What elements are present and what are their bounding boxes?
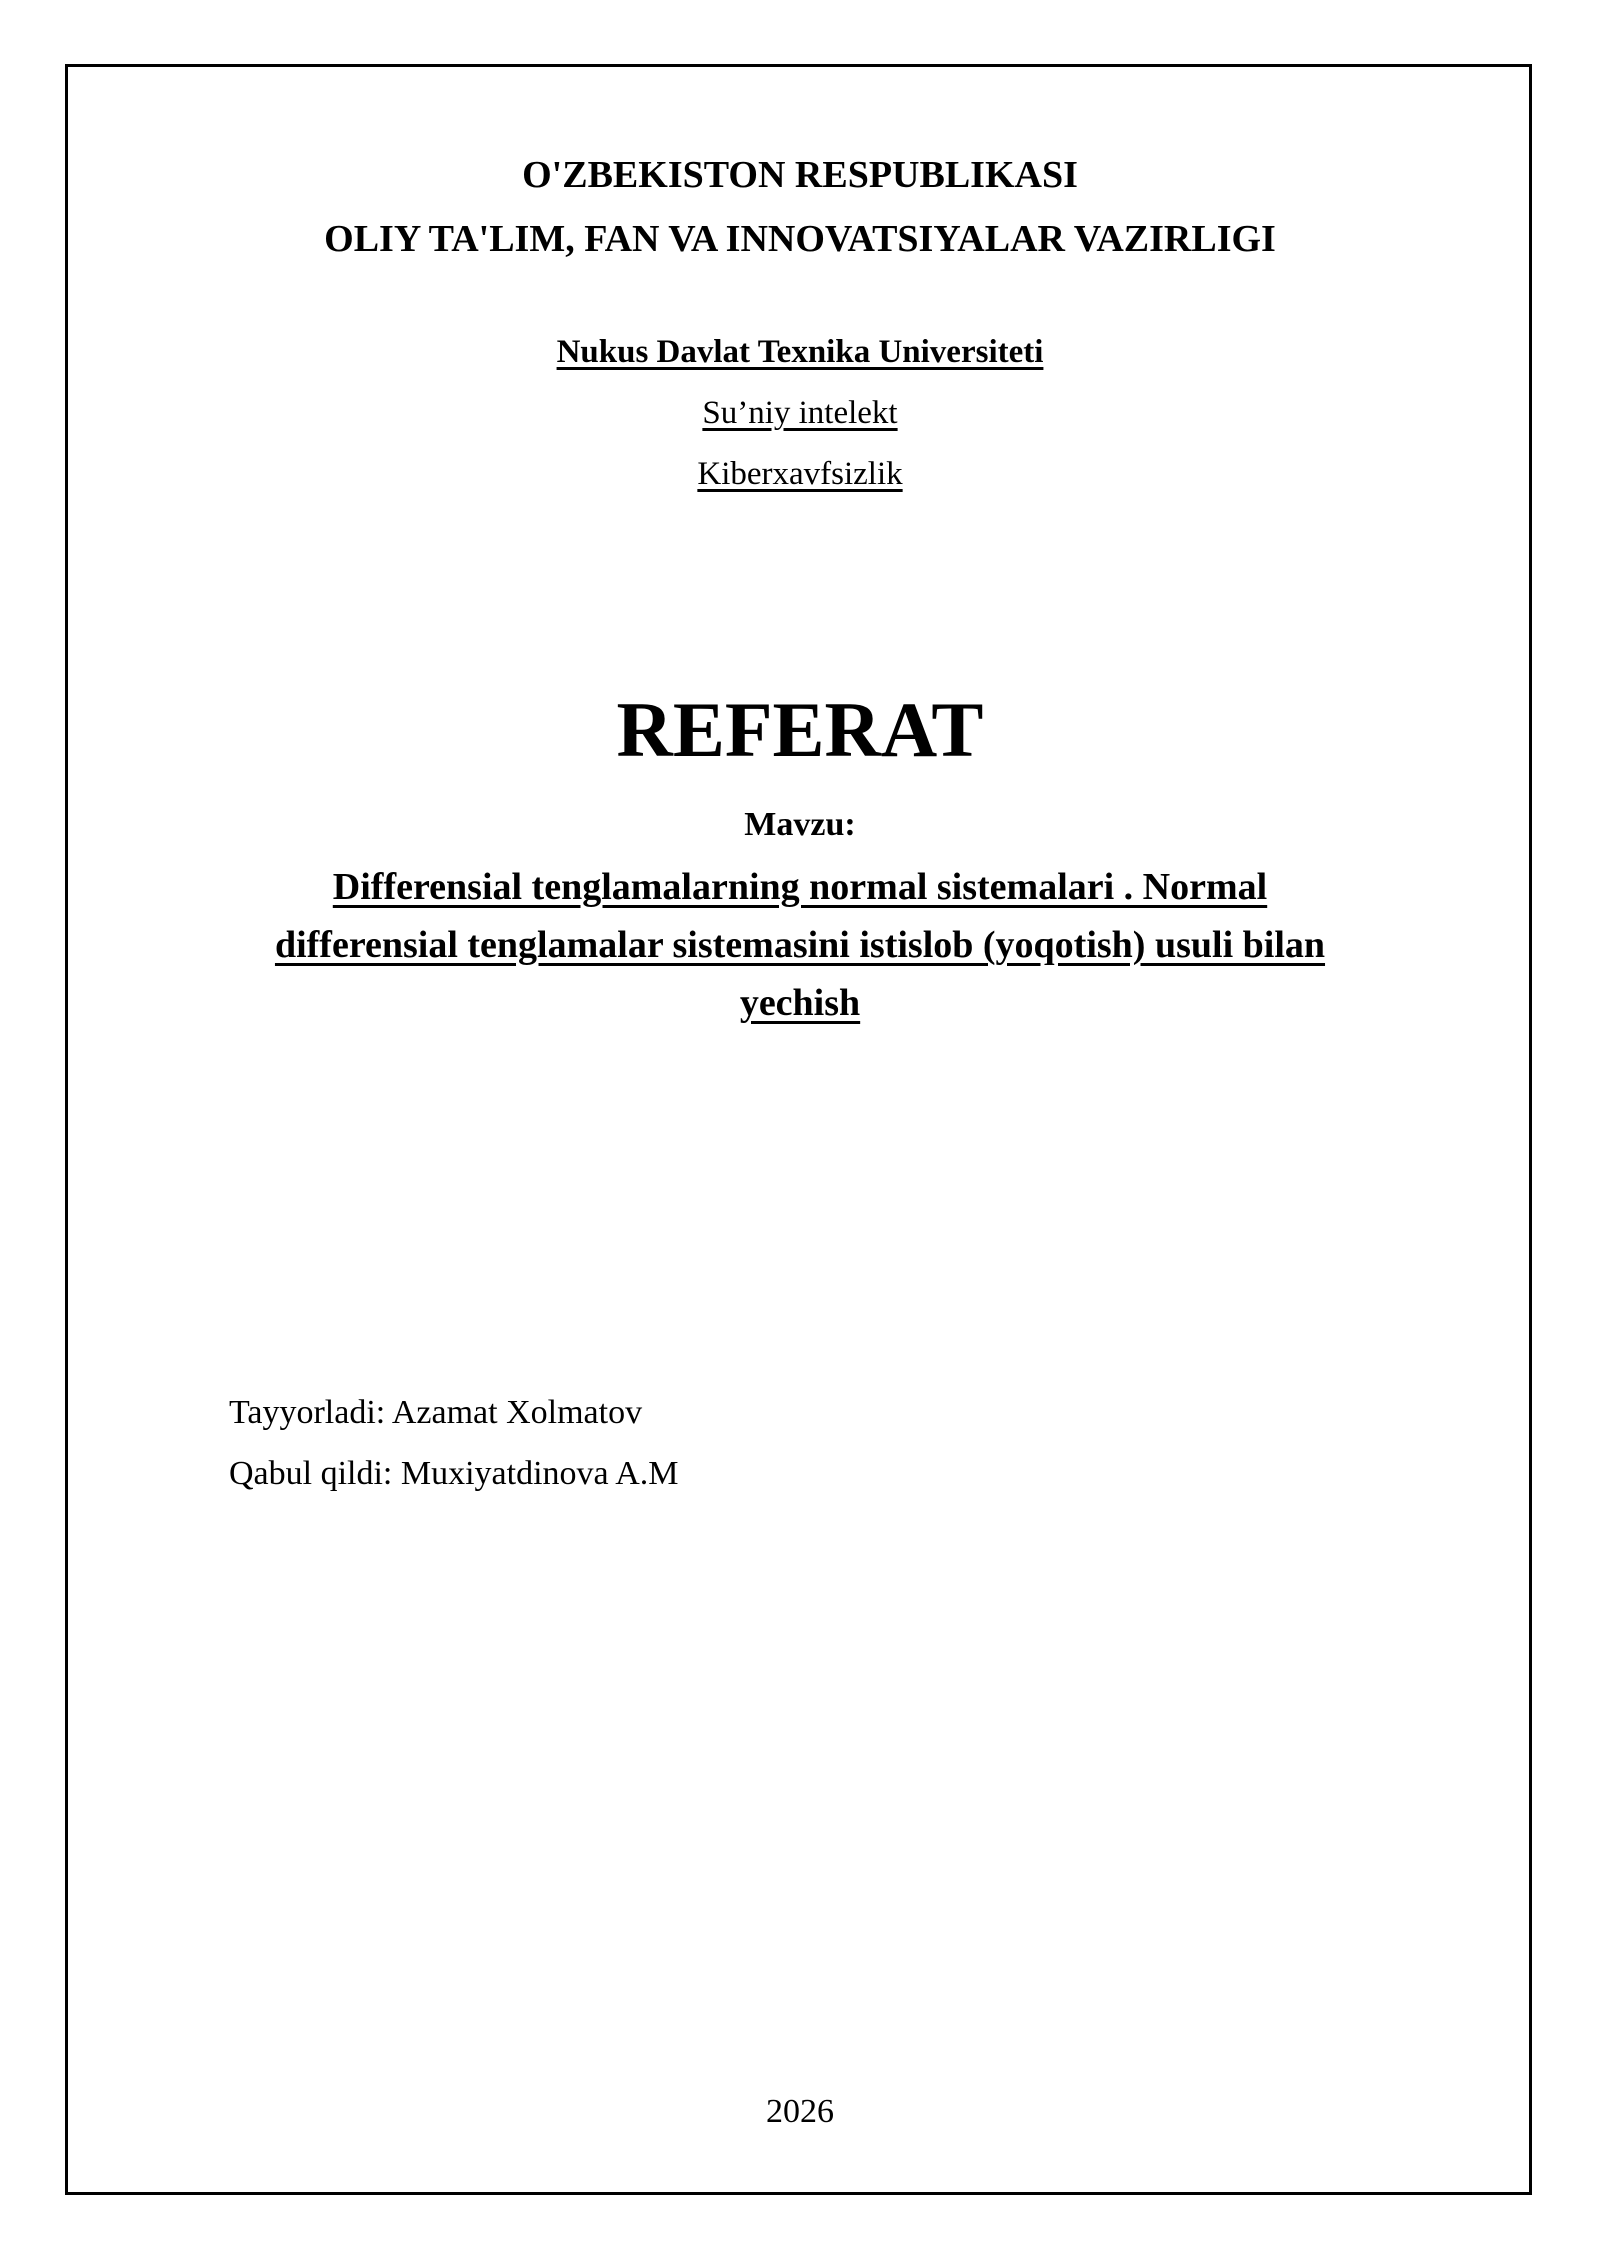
- accepted-by: Qabul qildi: Muxiyatdinova A.M: [229, 1455, 679, 1492]
- topic-line-1: Differensial tenglamalarning normal sistemalari . Normal: [332, 866, 1268, 908]
- page-border: [65, 64, 1532, 2195]
- ministry-title: OLIY TA'LIM, FAN VA INNOVATSIYALAR VAZIRLIGI: [324, 218, 1276, 260]
- department-name: [0, 456, 1600, 493]
- year: 2026: [766, 2093, 834, 2130]
- faculty-name-text: Su’niy intelekt: [702, 395, 898, 431]
- department-name-text: Kiberxavfsizlik: [697, 456, 903, 492]
- university-name: [0, 334, 1600, 371]
- topic-label: Mavzu:: [744, 806, 856, 843]
- document-type-title: REFERAT: [616, 686, 984, 773]
- topic-title: [200, 858, 1400, 1032]
- topic-line-3: yechish: [739, 982, 861, 1024]
- university-name-text: Nukus Davlat Texnika Universiteti: [556, 334, 1044, 370]
- country-title: O'ZBEKISTON RESPUBLIKASI: [522, 154, 1078, 196]
- prepared-by: Tayyorladi: Azamat Xolmatov: [229, 1394, 643, 1431]
- topic-line-2: differensial tenglamalar sistemasini istislob (yoqotish) usuli bilan: [274, 924, 1326, 966]
- faculty-name: [0, 395, 1600, 432]
